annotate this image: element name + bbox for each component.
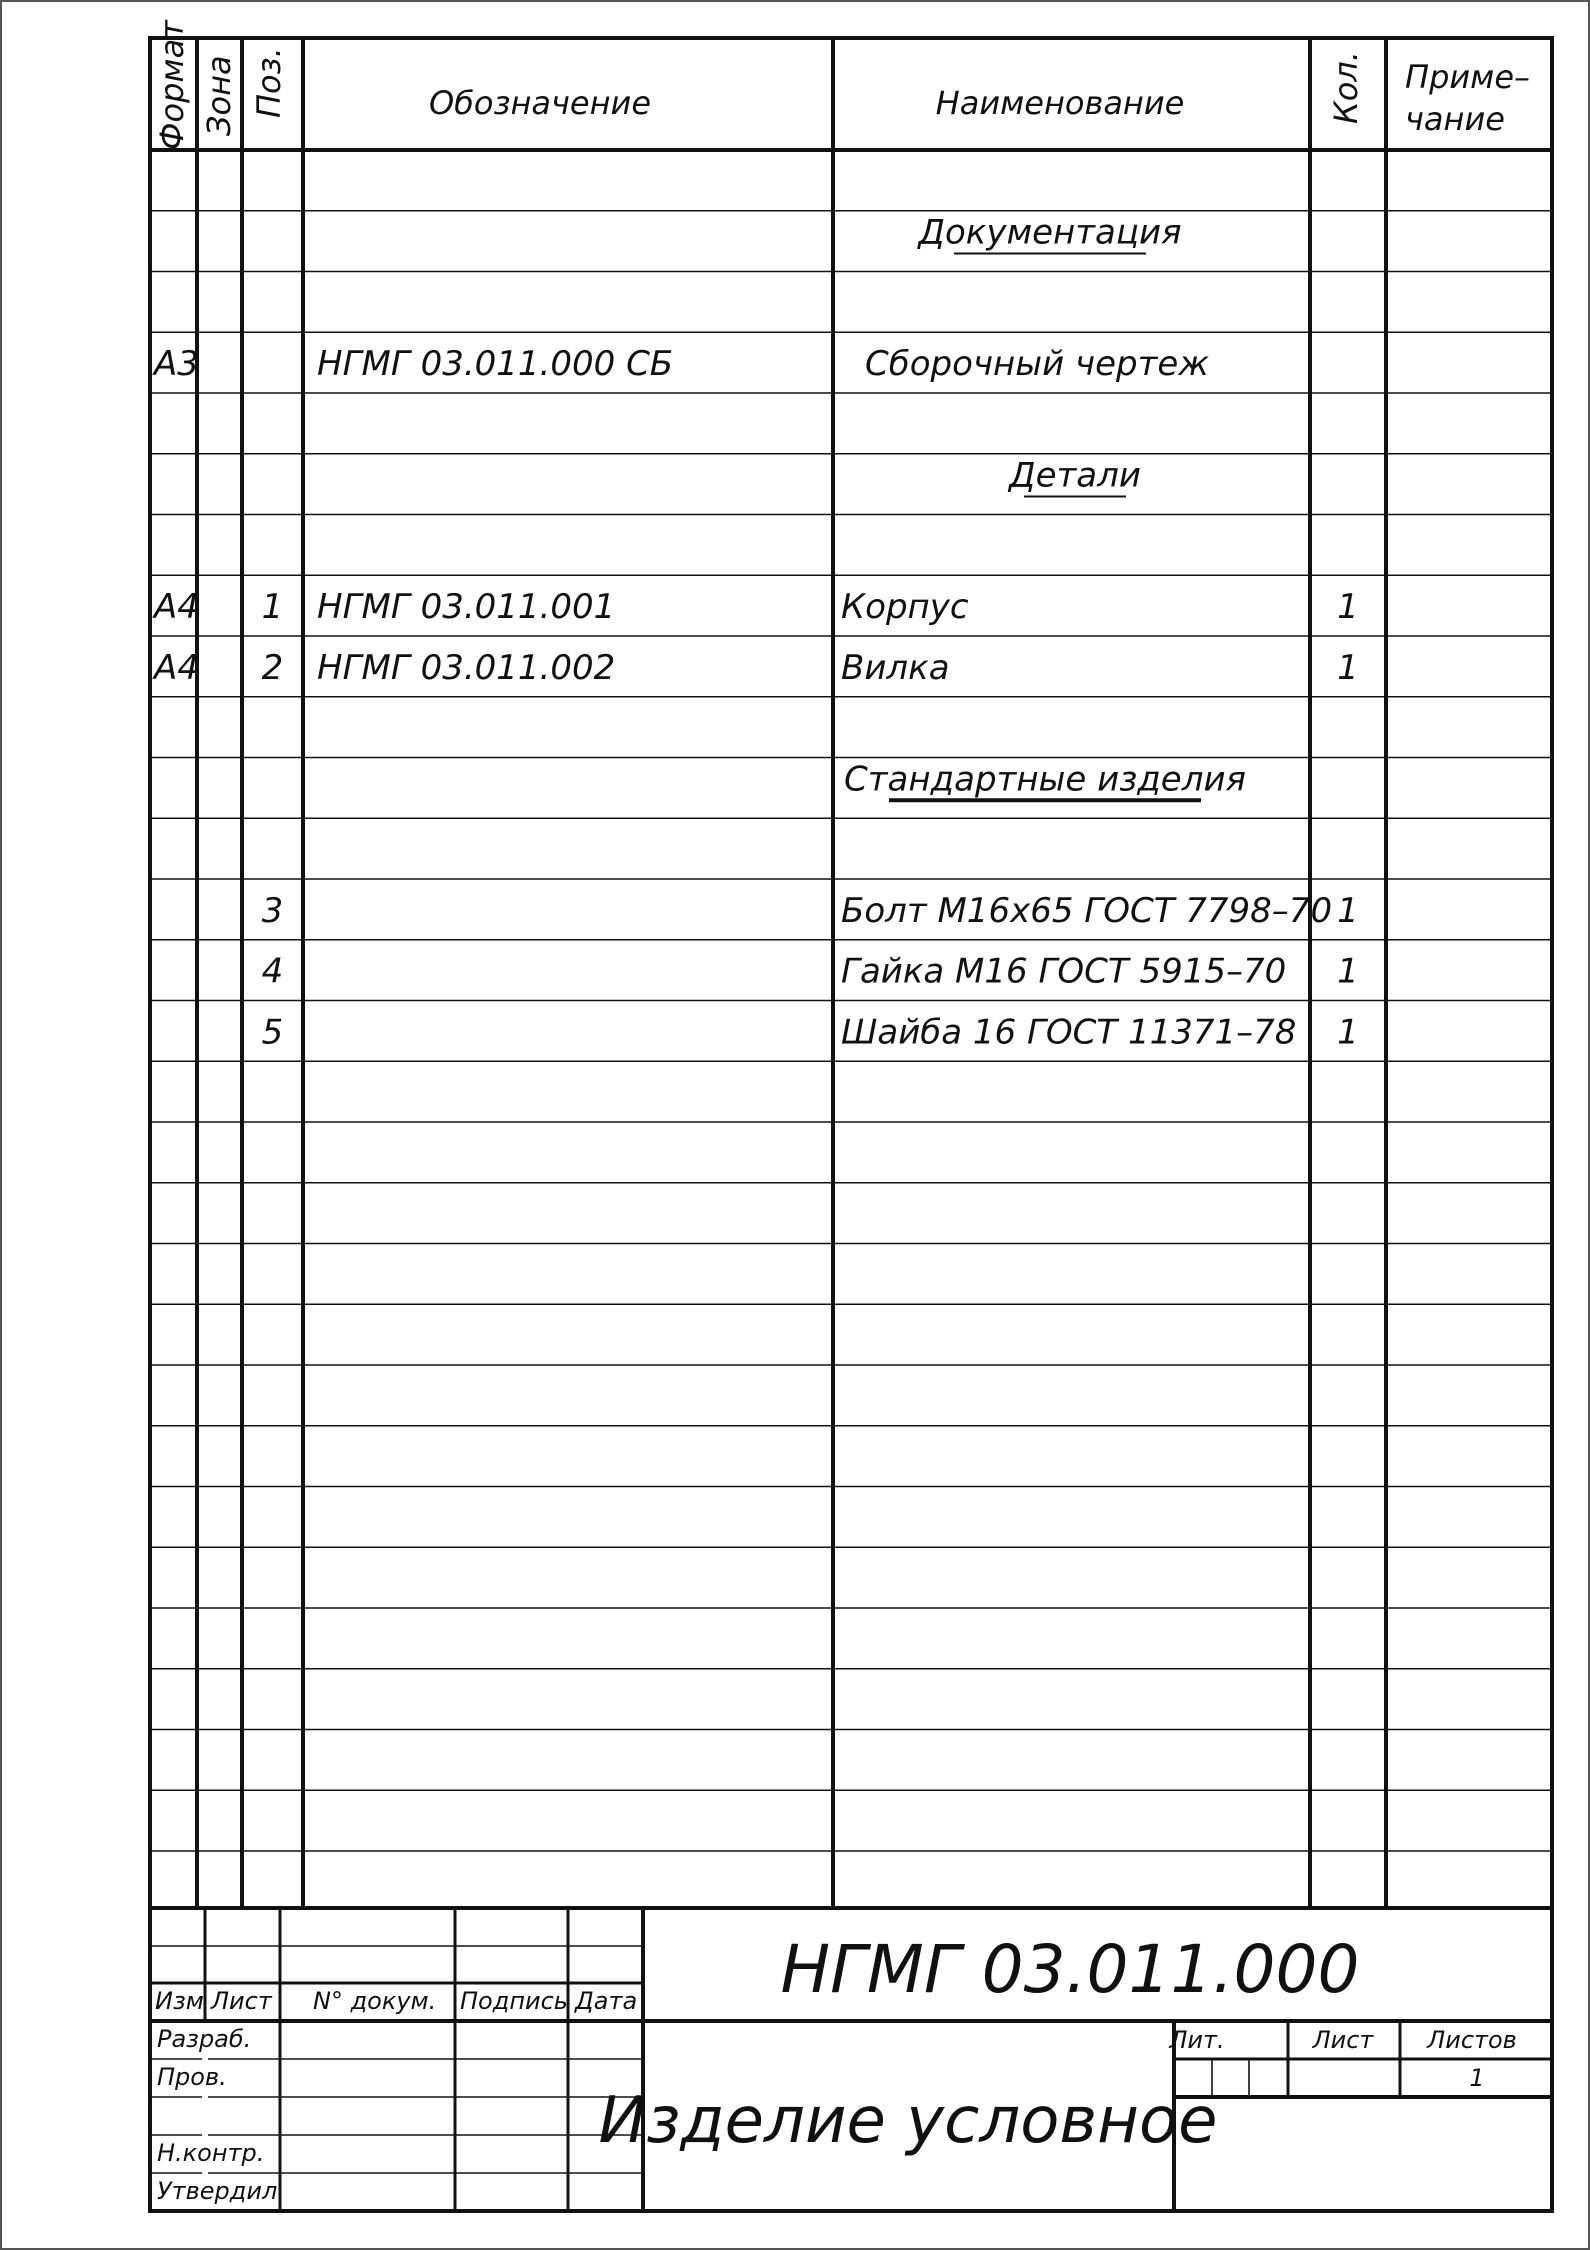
cell-designation: НГМГ 03.011.002 bbox=[317, 647, 616, 688]
sheets-label: Листов bbox=[1427, 2026, 1517, 2054]
sheet-label: Лист bbox=[1312, 2026, 1374, 2054]
cell-name: Сборочный чертеж bbox=[865, 344, 1209, 384]
lit-label: Лит. bbox=[1169, 2026, 1225, 2054]
col-izm-label: Изм bbox=[155, 1987, 204, 2015]
cell-pos: 5 bbox=[261, 1012, 284, 1053]
header-designation: Обозначение bbox=[428, 84, 652, 122]
cell-name: Болт М16х65 ГОСТ 7798–70 bbox=[841, 890, 1333, 931]
sheets-value: 1 bbox=[1469, 2064, 1485, 2092]
cell-qty: 1 bbox=[1337, 890, 1359, 931]
role-utv: Утвердил bbox=[157, 2177, 278, 2205]
cell-pos: 4 bbox=[261, 951, 284, 992]
col-list-label: Лист bbox=[211, 1987, 272, 2015]
product-name: Изделие условное bbox=[598, 2084, 1218, 2158]
cell-name: Шайба 16 ГОСТ 11371–78 bbox=[841, 1012, 1297, 1053]
cell-designation: НГМГ 03.011.001 bbox=[317, 587, 616, 627]
cell-name: Вилка bbox=[841, 647, 950, 688]
cell-name: Гайка М16 ГОСТ 5915–70 bbox=[841, 951, 1287, 992]
header-qty: Кол. bbox=[1327, 51, 1365, 124]
header-note-line1: Приме– bbox=[1405, 58, 1530, 96]
table-body bbox=[152, 213, 1359, 1053]
role-prov: Пров. bbox=[157, 2063, 227, 2091]
cell-format: А4 bbox=[154, 587, 199, 627]
cell-pos: 1 bbox=[261, 587, 284, 627]
cell-pos: 2 bbox=[261, 647, 284, 688]
cell-format: А4 bbox=[154, 647, 199, 688]
cell-pos: 3 bbox=[261, 890, 284, 931]
col-doc-label: N° докум. bbox=[313, 1987, 437, 2015]
header-note-line2: чание bbox=[1405, 100, 1505, 138]
title-block bbox=[155, 1931, 1517, 2205]
cell-qty: 1 bbox=[1337, 647, 1359, 688]
cell-format: А3 bbox=[154, 344, 199, 384]
role-nkontr: Н.контр. bbox=[157, 2139, 265, 2167]
cell-name: Корпус bbox=[841, 587, 969, 627]
header-format: Формат bbox=[153, 20, 191, 150]
header-pos: Поз. bbox=[250, 47, 288, 118]
section-heading: Стандартные изделия bbox=[843, 759, 1247, 800]
page-border bbox=[1, 1, 1589, 2249]
role-razrab: Разраб. bbox=[157, 2025, 252, 2053]
header-zone: Зона bbox=[200, 55, 238, 136]
cell-qty: 1 bbox=[1337, 587, 1359, 627]
col-date-label: Дата bbox=[575, 1987, 638, 2015]
cell-designation: НГМГ 03.011.000 СБ bbox=[317, 344, 674, 384]
section-heading: Детали bbox=[1009, 455, 1141, 496]
header-name: Наименование bbox=[935, 84, 1185, 122]
col-sign-label: Подпись bbox=[460, 1987, 568, 2015]
section-heading: Документация bbox=[918, 212, 1182, 253]
cell-qty: 1 bbox=[1337, 951, 1359, 992]
cell-qty: 1 bbox=[1337, 1012, 1359, 1053]
doc-number: НГМГ 03.011.000 bbox=[780, 1931, 1360, 2008]
